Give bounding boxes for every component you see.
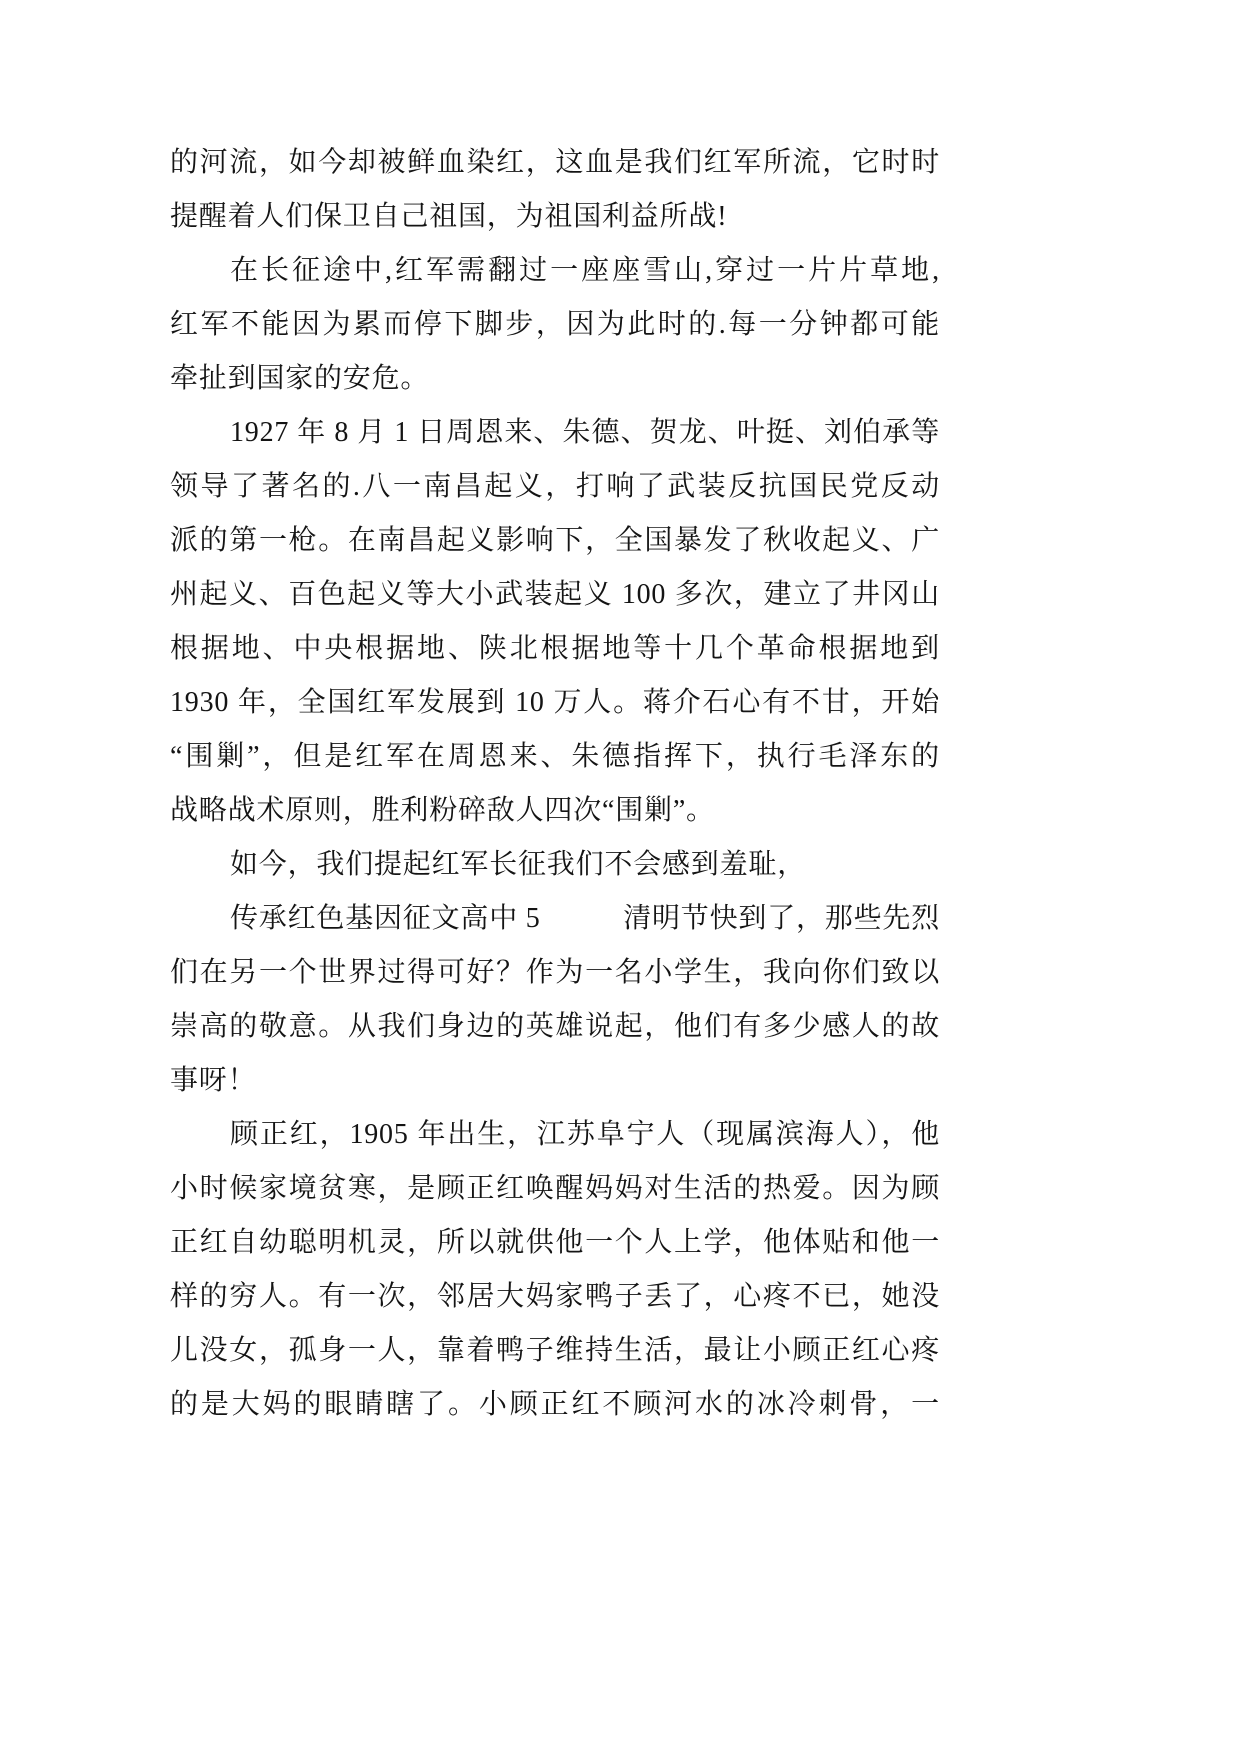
text-line: 事呀！ <box>170 1065 257 1096</box>
text-line: 1930 年，全国红军发展到 10 万人。蒋介石心有不甘，开始 <box>170 687 940 718</box>
text-line: 顾正红，1905 年出生，江苏阜宁人（现属滨海人），他 <box>230 1119 940 1150</box>
text-line: 1927 年 8 月 1 日周恩来、朱德、贺龙、叶挺、刘伯承等 <box>230 417 940 448</box>
text-line: 们在另一个世界过得可好？作为一名小学生，我向你们致以 <box>170 957 940 988</box>
text-line <box>170 892 940 946</box>
text-line: 战略战术原则，胜利粉碎敌人四次“围剿”。 <box>170 795 715 826</box>
text-line: 儿没女，孤身一人，靠着鸭子维持生活，最让小顾正红心疼 <box>170 1335 940 1366</box>
paragraph <box>170 244 940 406</box>
text-line: “围剿”，但是红军在周恩来、朱德指挥下，执行毛泽东的 <box>170 741 940 772</box>
text-line: 崇高的敬意。从我们身边的英雄说起，他们有多少感人的故 <box>170 1011 940 1042</box>
text-line: 州起义、百色起义等大小武装起义 100 多次，建立了井冈山 <box>170 579 940 610</box>
paragraph <box>170 838 940 892</box>
text-line: 小时候家境贫寒，是顾正红唤醒妈妈对生活的热爱。因为顾 <box>170 1173 940 1204</box>
text-line: 红军不能因为累而停下脚步，因为此时的.每一分钟都可能 <box>170 309 940 340</box>
text-line: 的是大妈的眼睛瞎了。小顾正红不顾河水的冰冷刺骨，一 <box>170 1389 940 1420</box>
text-line: 派的第一枪。在南昌起义影响下，全国暴发了秋收起义、广 <box>170 525 940 556</box>
paragraph <box>170 892 940 1108</box>
text-line: 领导了著名的.八一南昌起义，打响了武装反抗国民党反动 <box>170 471 940 502</box>
paragraph <box>170 136 940 244</box>
text-line: 牵扯到国家的安危。 <box>170 363 430 394</box>
document-body <box>170 136 940 1432</box>
text-line: 提醒着人们保卫自己祖国，为祖国利益所战! <box>170 201 728 232</box>
text-line: 的河流，如今却被鲜血染红，这血是我们红军所流，它时时 <box>170 147 940 178</box>
text-line: 根据地、中央根据地、陕北根据地等十几个革命根据地到 <box>170 633 940 664</box>
paragraph <box>170 1108 940 1432</box>
text-line: 如今，我们提起红军长征我们不会感到羞耻， <box>230 849 807 880</box>
section-heading: 传承红色基因征文高中 5 <box>230 903 541 934</box>
text-line: 正红自幼聪明机灵，所以就供他一个人上学，他体贴和他一 <box>170 1227 940 1258</box>
text-line-segment: 清明节快到了，那些先烈 <box>623 903 940 934</box>
text-line: 样的穷人。有一次，邻居大妈家鸭子丢了，心疼不已，她没 <box>170 1281 940 1312</box>
text-line: 在长征途中,红军需翻过一座座雪山,穿过一片片草地, <box>230 255 940 286</box>
paragraph <box>170 406 940 838</box>
